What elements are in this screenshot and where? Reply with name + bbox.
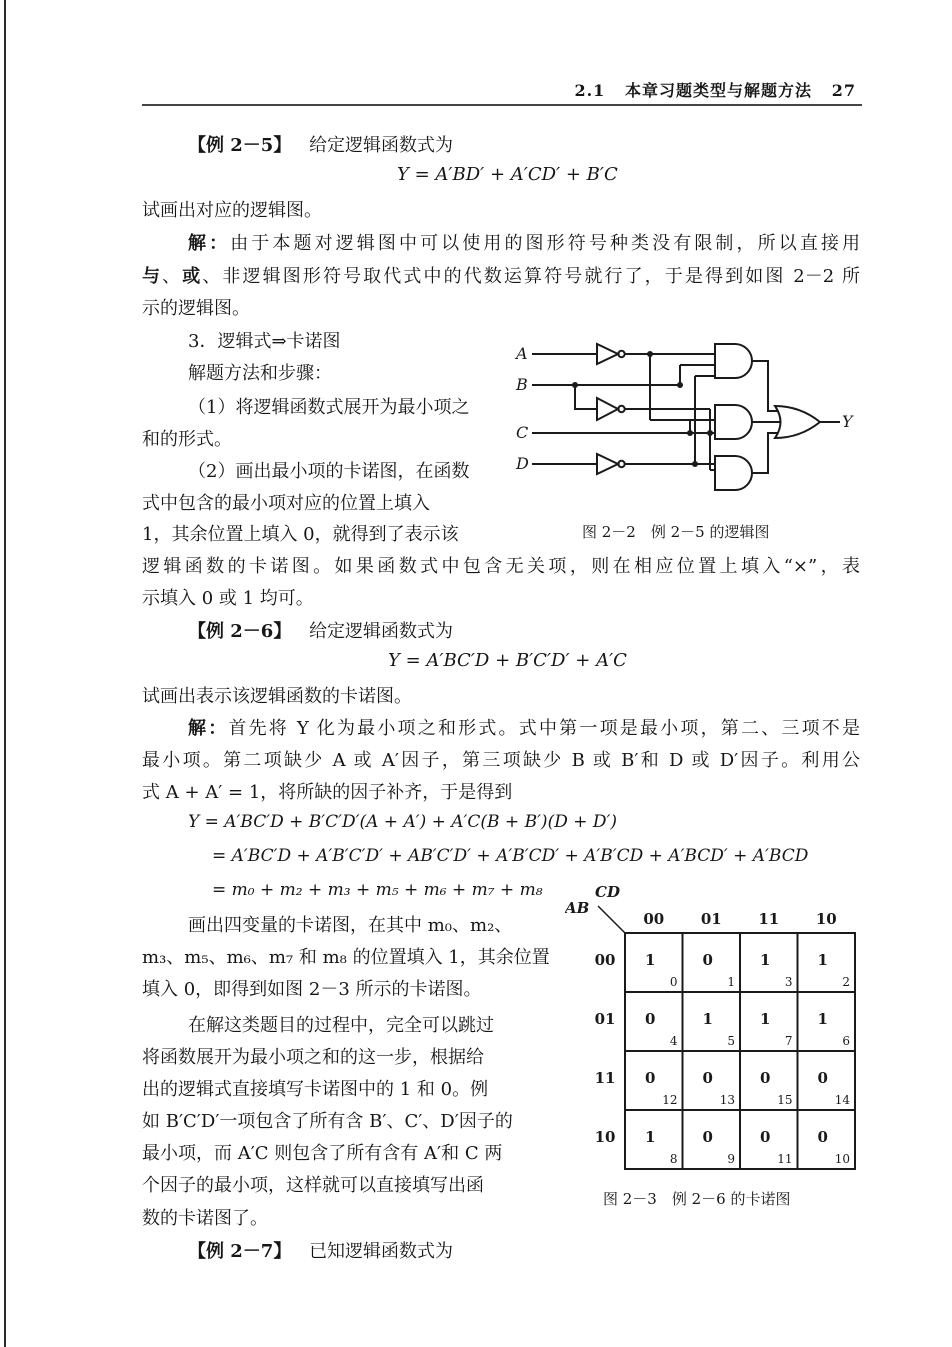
example-2-6-task: 试画出表示该逻辑函数的卡诺图。 [142,686,412,707]
kmap-cell-index: 15 [777,1093,793,1107]
kmap-cell-value: 0 [645,1010,656,1028]
expansion-line3: = m₀ + m₂ + m₃ + m₅ + m₆ + m₇ + m₈ [212,880,543,900]
step2-line1: （2）画出最小项的卡诺图，在函数 [188,461,470,482]
expansion-line1: Y = A′BC′D + B′C′D′(A + A′) + A′C(B + B′)(D + D′) [188,812,618,832]
kmap-column-header: 01 [700,910,722,928]
kmap-cell-index: 13 [719,1093,735,1107]
solution-label: 解： [188,233,231,254]
shortcut-para-line3: 出的逻辑式直接填写卡诺图中的 1 和 0。例 [142,1079,489,1100]
example-2-6-solution-line3: 式 A + A′ = 1，将所缺的因子补齐，于是得到 [142,782,513,803]
figure-2-3-karnaugh-map [565,880,865,1180]
example-2-6-solution-line1 [142,713,860,744]
figure-2-3-caption: 图 2－3 例 2－6 的卡诺图 [603,1190,791,1208]
example-2-7-heading [188,1236,453,1267]
section-3-heading: 3．逻辑式⇒卡诺图 [188,331,341,352]
kmap-cell-value: 0 [702,1069,713,1087]
kmap-cell-value: 0 [702,951,713,969]
input-label-a: A [516,344,528,363]
step2-line2: 式中包含的最小项对应的位置上填入 [142,493,430,514]
figure-2-2-caption: 图 2－2 例 2－5 的逻辑图 [582,523,770,541]
shortcut-para-line2: 将函数展开为最小项之和的这一步，根据给 [142,1047,484,1068]
example-2-5-heading [188,130,453,161]
example-label: 【例 2－6】 [188,621,292,642]
shortcut-para-line7: 数的卡诺图了。 [142,1208,268,1229]
kmap-fill-para-line1: 画出四变量的卡诺图，在其中 m₀、m₂、 [188,915,513,936]
kmap-cell-value: 1 [817,951,828,969]
or-term: 或 [182,266,203,287]
example-2-6-heading [188,616,453,647]
solution-text: 由于本题对逻辑图中可以使用的图形符号种类没有限制，所以直接用 [230,233,861,254]
kmap-row-header: 10 [594,1128,616,1146]
example-2-5-formula: Y = A′BD′ + A′CD′ + B′C [397,164,618,185]
kmap-row-header: 00 [594,951,616,969]
example-intro: 已知逻辑函数式为 [309,1241,454,1262]
kmap-cell-value: 1 [760,1010,771,1028]
expansion-line2: = A′BC′D + A′B′C′D′ + AB′C′D′ + A′B′CD′ + A′B′CD + A′BCD′ + A′BCD [212,846,809,866]
kmap-fill-para-line3: 填入 0，即得到如图 2－3 所示的卡诺图。 [142,979,482,1000]
kmap-cell-index: 4 [669,1034,678,1048]
example-2-6-solution-line2: 最小项。第二项缺少 A 或 A′因子，第三项缺少 B 或 B′和 D 或 D′因子。利用公 [142,750,860,771]
example-2-5-solution-line1 [142,228,860,259]
kmap-row-header: 01 [594,1010,616,1028]
kmap-cell-index: 8 [669,1152,678,1166]
output-label-y: Y [842,412,853,431]
kmap-column-header: 11 [758,910,780,928]
step1-line1: （1）将逻辑函数式展开为最小项之 [188,397,470,418]
shortcut-para-line6: 个因子的最小项，这样就可以直接填写出函 [142,1175,484,1196]
kmap-cell-value: 1 [645,951,656,969]
kmap-cell-value: 0 [817,1128,828,1146]
running-header [574,78,856,101]
kmap-cell-value: 0 [817,1069,828,1087]
kmap-cell-value: 0 [645,1069,656,1087]
steps-title: 解题方法和步骤： [188,363,332,384]
header-rule [142,104,862,106]
kmap-cell-index: 3 [784,975,793,989]
kmap-cell-index: 2 [842,975,850,989]
step2-line4: 逻辑函数的卡诺图。如果函数式中包含无关项，则在相应位置上填入“×”，表 [142,556,860,577]
kmap-cell-index: 1 [727,975,735,989]
header-section: 2.1 [574,81,606,100]
kmap-cell-value: 1 [702,1010,713,1028]
example-intro: 给定逻辑函数式为 [309,621,454,642]
step2-line5: 示填入 0 或 1 均可。 [142,588,314,609]
input-label-d: D [516,454,529,473]
step2-line3: 1，其余位置上填入 0，就得到了表示该 [142,524,459,545]
and-term: 与 [142,266,163,287]
solution-label: 解： [188,718,229,739]
header-title: 本章习题类型与解题方法 [625,81,813,100]
kmap-cell-value: 1 [645,1128,656,1146]
figure-2-2-logic-diagram [510,332,860,507]
example-2-5-solution-line2 [142,261,860,292]
kmap-cell-value: 1 [760,951,771,969]
input-label-c: C [516,423,529,442]
kmap-cell-index: 0 [669,975,678,989]
example-label: 【例 2－7】 [188,1241,292,1262]
input-label-b: B [516,375,528,394]
example-2-5-solution-line3: 示的逻辑图。 [142,298,250,319]
kmap-cell-index: 9 [727,1152,735,1166]
example-2-5-task: 试画出对应的逻辑图。 [142,200,322,221]
kmap-fill-para-line2: m₃、m₅、m₆、m₇ 和 m₈ 的位置填入 1，其余位置 [142,947,550,968]
kmap-cell-index: 7 [784,1034,793,1048]
kmap-cell-index: 12 [662,1093,678,1107]
shortcut-para-line5: 最小项，而 A′C 则包含了所有含有 A′和 C 两 [142,1143,503,1164]
separator: 、 [162,266,183,287]
header-page-number: 27 [831,81,856,100]
kmap-column-header: 10 [815,910,837,928]
shortcut-para-line1: 在解这类题目的过程中，完全可以跳过 [188,1015,494,1036]
kmap-cell-value: 0 [760,1128,771,1146]
kmap-cell-index: 11 [777,1152,793,1166]
kmap-cell-value: 0 [760,1069,771,1087]
example-intro: 给定逻辑函数式为 [309,135,454,156]
shortcut-para-line4: 如 B′C′D′一项包含了所有含 B′、C′、D′因子的 [142,1111,513,1132]
kmap-cell-value: 1 [817,1010,828,1028]
column-variable-label: CD [595,883,620,901]
example-label: 【例 2－5】 [188,135,292,156]
example-2-6-formula: Y = A′BC′D + B′C′D′ + A′C [388,650,627,671]
kmap-cell-index: 10 [834,1152,850,1166]
solution-text: 首先将 Y 化为最小项之和形式。式中第一项是最小项，第二、三项不是 [228,718,860,739]
row-variable-label: AB [565,899,590,917]
step1-line2: 和的形式。 [142,429,232,450]
kmap-cell-index: 5 [727,1034,735,1048]
kmap-cell-value: 0 [702,1128,713,1146]
page-edge-rule [4,0,6,1347]
kmap-row-header: 11 [594,1069,616,1087]
kmap-cell-index: 14 [834,1093,850,1107]
solution-text: 、非逻辑图形符号取代式中的代数运算符号就行了，于是得到如图 2－2 所 [202,266,860,287]
kmap-cell-index: 6 [842,1034,850,1048]
kmap-column-header: 00 [643,910,665,928]
